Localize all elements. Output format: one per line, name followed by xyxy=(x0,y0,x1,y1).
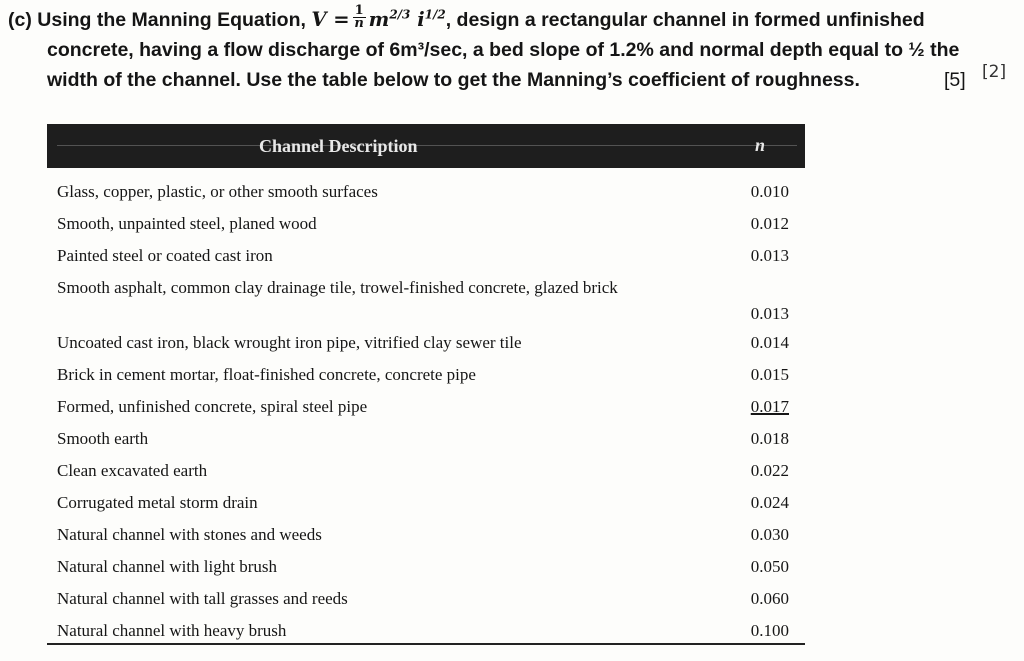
row-description: Clean excavated earth xyxy=(57,461,208,480)
row-description: Glass, copper, plastic, or other smooth surfaces xyxy=(57,182,378,201)
handwritten-marks: [2] xyxy=(982,62,1007,82)
row-description: Smooth asphalt, common clay drainage tile, trowel-finished concrete, glazed brick xyxy=(57,278,618,297)
row-description: Painted steel or coated cast iron xyxy=(57,246,273,265)
table-row xyxy=(55,519,805,551)
question-line-1 xyxy=(8,5,1008,35)
question-line-2: concrete, having a flow discharge of 6m³/sec, a bed slope of 1.2% and normal depth equal to ½ the xyxy=(47,39,960,61)
row-description: Natural channel with heavy brush xyxy=(57,621,287,640)
row-n-value: 0.017 xyxy=(750,397,789,416)
question-text xyxy=(8,5,1008,95)
row-description: Formed, unfinished concrete, spiral steel pipe xyxy=(57,397,368,416)
row-n-value: 0.018 xyxy=(750,429,789,448)
table-row xyxy=(55,391,805,423)
table-row xyxy=(55,487,805,519)
row-description: Smooth earth xyxy=(57,429,149,448)
row-description: Corrugated metal storm drain xyxy=(57,493,258,512)
table-header xyxy=(47,124,805,168)
header-n: n xyxy=(754,135,765,155)
row-n-value: 0.100 xyxy=(750,621,789,640)
table-row xyxy=(55,583,805,615)
eq-equals: = xyxy=(333,8,350,31)
table-row xyxy=(55,423,805,455)
row-description: Natural channel with light brush xyxy=(57,557,278,576)
table-row xyxy=(55,455,805,487)
table-row xyxy=(55,208,805,240)
question-line3-text: width of the channel. Use the table below to get the Manning’s coefficient of roughness. xyxy=(47,69,860,91)
question-line-3 xyxy=(8,62,1008,95)
table-row xyxy=(55,176,805,208)
eq-m: m xyxy=(368,8,390,31)
row-n-value: 0.013 xyxy=(750,304,789,323)
question-label: (c) xyxy=(8,9,32,31)
row-n-value: 0.030 xyxy=(750,525,789,544)
eq-numerator: 1 xyxy=(354,3,364,18)
row-n-value: 0.014 xyxy=(750,333,789,352)
row-description: Smooth, unpainted steel, planed wood xyxy=(57,214,317,233)
eq-fraction xyxy=(353,5,366,30)
header-scan-streak xyxy=(57,145,797,146)
row-n-value: 0.012 xyxy=(750,214,789,233)
row-n-value: 0.013 xyxy=(750,246,789,265)
row-description: Uncoated cast iron, black wrought iron pipe, vitrified clay sewer tile xyxy=(57,333,522,352)
row-n-value: 0.010 xyxy=(750,182,789,201)
table-bottom-rule xyxy=(47,643,805,645)
table-row xyxy=(55,272,805,327)
eq-m-exponent: 2/3 xyxy=(389,7,411,22)
row-description: Natural channel with stones and weeds xyxy=(57,525,322,544)
eq-velocity: V xyxy=(311,8,327,31)
table-row xyxy=(55,240,805,272)
table-row xyxy=(55,359,805,391)
row-description: Brick in cement mortar, float-finished concrete, concrete pipe xyxy=(57,365,476,384)
eq-i: i xyxy=(417,8,425,31)
question-intro: Using the Manning Equation, xyxy=(37,9,306,31)
row-n-value: 0.022 xyxy=(750,461,789,480)
row-n-value: 0.050 xyxy=(750,557,789,576)
row-n-value: 0.060 xyxy=(750,589,789,608)
row-description: Natural channel with tall grasses and reeds xyxy=(57,589,348,608)
eq-i-exponent: 1/2 xyxy=(424,7,446,22)
table-row xyxy=(55,551,805,583)
row-n-value: 0.015 xyxy=(750,365,789,384)
marks-label: [5] xyxy=(944,69,966,91)
table-row xyxy=(55,327,805,359)
roughness-table xyxy=(55,176,805,647)
row-n-value: 0.024 xyxy=(750,493,789,512)
eq-denominator: n xyxy=(354,16,364,31)
manning-equation xyxy=(311,3,446,31)
question-line1-rest: , design a rectangular channel in formed unfinished xyxy=(445,9,925,31)
header-channel-description: Channel Description xyxy=(259,136,418,156)
